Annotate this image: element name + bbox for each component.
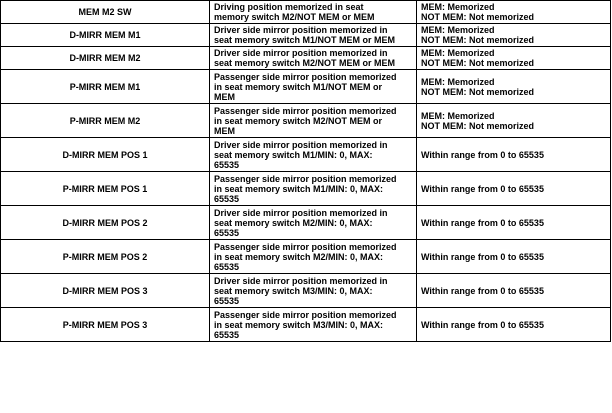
- monitor-item-cell-text: P-MIRR MEM M2: [69, 115, 141, 126]
- table-row: [1, 70, 611, 104]
- condition-cell-text: Passenger side mirror position memorized in seat memory switch M2/NOT MEM or MEM: [214, 105, 397, 136]
- table-row: [1, 138, 611, 172]
- value-status-cell: [417, 70, 611, 104]
- condition-cell: [210, 240, 417, 274]
- table-row: [1, 308, 611, 342]
- monitor-item-cell: [1, 274, 210, 308]
- condition-cell: [210, 206, 417, 240]
- value-status-cell: [417, 308, 611, 342]
- table-row: [1, 172, 611, 206]
- monitor-item-cell: [1, 104, 210, 138]
- value-status-cell-text: Within range from 0 to 65535: [421, 251, 544, 262]
- table-row: [1, 1, 611, 24]
- condition-cell-text: Passenger side mirror position memorized in seat memory switch M1/MIN: 0, MAX: 65535: [214, 173, 397, 204]
- condition-cell-text: Passenger side mirror position memorized in seat memory switch M3/MIN: 0, MAX: 65535: [214, 309, 397, 340]
- condition-cell-text: Driving position memorized in seat memory switch M2/NOT MEM or MEM: [214, 2, 375, 22]
- condition-cell: [210, 172, 417, 206]
- monitor-item-cell-text: D-MIRR MEM M2: [69, 53, 141, 63]
- table-row: [1, 104, 611, 138]
- condition-cell: [210, 70, 417, 104]
- condition-cell-text: Driver side mirror position memorized in seat memory switch M3/MIN: 0, MAX: 65535: [214, 275, 388, 306]
- condition-cell: [210, 24, 417, 47]
- condition-cell-text: Passenger side mirror position memorized in seat memory switch M1/NOT MEM or MEM: [214, 71, 397, 102]
- table-row: [1, 206, 611, 240]
- monitor-item-cell: [1, 1, 210, 24]
- table-row: [1, 240, 611, 274]
- condition-cell: [210, 274, 417, 308]
- monitor-item-cell-text: P-MIRR MEM M1: [69, 81, 141, 92]
- value-status-cell-text: MEM: Memorized NOT MEM: Not memorized: [421, 48, 535, 68]
- value-status-cell-text: Within range from 0 to 65535: [421, 319, 544, 330]
- monitor-item-cell-text: P-MIRR MEM POS 3: [62, 319, 148, 330]
- condition-cell: [210, 1, 417, 24]
- value-status-cell: [417, 1, 611, 24]
- value-status-cell: [417, 206, 611, 240]
- value-status-cell: [417, 24, 611, 47]
- value-status-cell-text: MEM: Memorized NOT MEM: Not memorized: [421, 2, 535, 22]
- value-status-cell-text: MEM: Memorized NOT MEM: Not memorized: [421, 110, 535, 131]
- value-status-cell: [417, 138, 611, 172]
- condition-cell: [210, 47, 417, 70]
- monitor-item-cell: [1, 172, 210, 206]
- condition-cell: [210, 138, 417, 172]
- value-status-cell-text: Within range from 0 to 65535: [421, 217, 544, 228]
- condition-cell-text: Driver side mirror position memorized in seat memory switch M1/MIN: 0, MAX: 65535: [214, 139, 388, 170]
- table-body: [1, 1, 611, 342]
- table-row: [1, 24, 611, 47]
- table-row: [1, 274, 611, 308]
- value-status-cell: [417, 274, 611, 308]
- monitor-item-cell-text: P-MIRR MEM POS 1: [62, 183, 148, 194]
- monitor-item-cell: [1, 24, 210, 47]
- monitor-item-cell-text: D-MIRR MEM POS 3: [62, 285, 148, 296]
- value-status-cell-text: Within range from 0 to 65535: [421, 285, 544, 296]
- monitor-item-cell-text: D-MIRR MEM M1: [69, 30, 141, 40]
- monitor-item-cell-text: P-MIRR MEM POS 2: [62, 251, 148, 262]
- monitor-item-cell: [1, 47, 210, 70]
- condition-cell-text: Passenger side mirror position memorized in seat memory switch M2/MIN: 0, MAX: 65535: [214, 241, 397, 272]
- value-status-cell-text: MEM: Memorized NOT MEM: Not memorized: [421, 76, 535, 97]
- condition-cell: [210, 104, 417, 138]
- value-status-cell: [417, 172, 611, 206]
- value-status-cell-text: Within range from 0 to 65535: [421, 149, 544, 160]
- monitor-item-cell: [1, 240, 210, 274]
- value-status-cell: [417, 47, 611, 70]
- monitor-item-cell: [1, 308, 210, 342]
- monitor-item-cell: [1, 138, 210, 172]
- condition-cell-text: Driver side mirror position memorized in seat memory switch M1/NOT MEM or MEM: [214, 25, 396, 45]
- table-row: [1, 47, 611, 70]
- monitor-item-cell-text: D-MIRR MEM POS 2: [62, 217, 148, 228]
- monitor-item-cell-text: MEM M2 SW: [78, 7, 132, 17]
- value-status-cell-text: MEM: Memorized NOT MEM: Not memorized: [421, 25, 535, 45]
- condition-cell-text: Driver side mirror position memorized in seat memory switch M2/NOT MEM or MEM: [214, 48, 396, 68]
- value-status-cell-text: Within range from 0 to 65535: [421, 183, 544, 194]
- condition-cell: [210, 308, 417, 342]
- monitor-item-cell-text: D-MIRR MEM POS 1: [62, 149, 148, 160]
- monitor-item-cell: [1, 70, 210, 104]
- monitor-item-cell: [1, 206, 210, 240]
- value-status-cell: [417, 240, 611, 274]
- value-status-cell: [417, 104, 611, 138]
- condition-cell-text: Driver side mirror position memorized in seat memory switch M2/MIN: 0, MAX: 65535: [214, 207, 388, 238]
